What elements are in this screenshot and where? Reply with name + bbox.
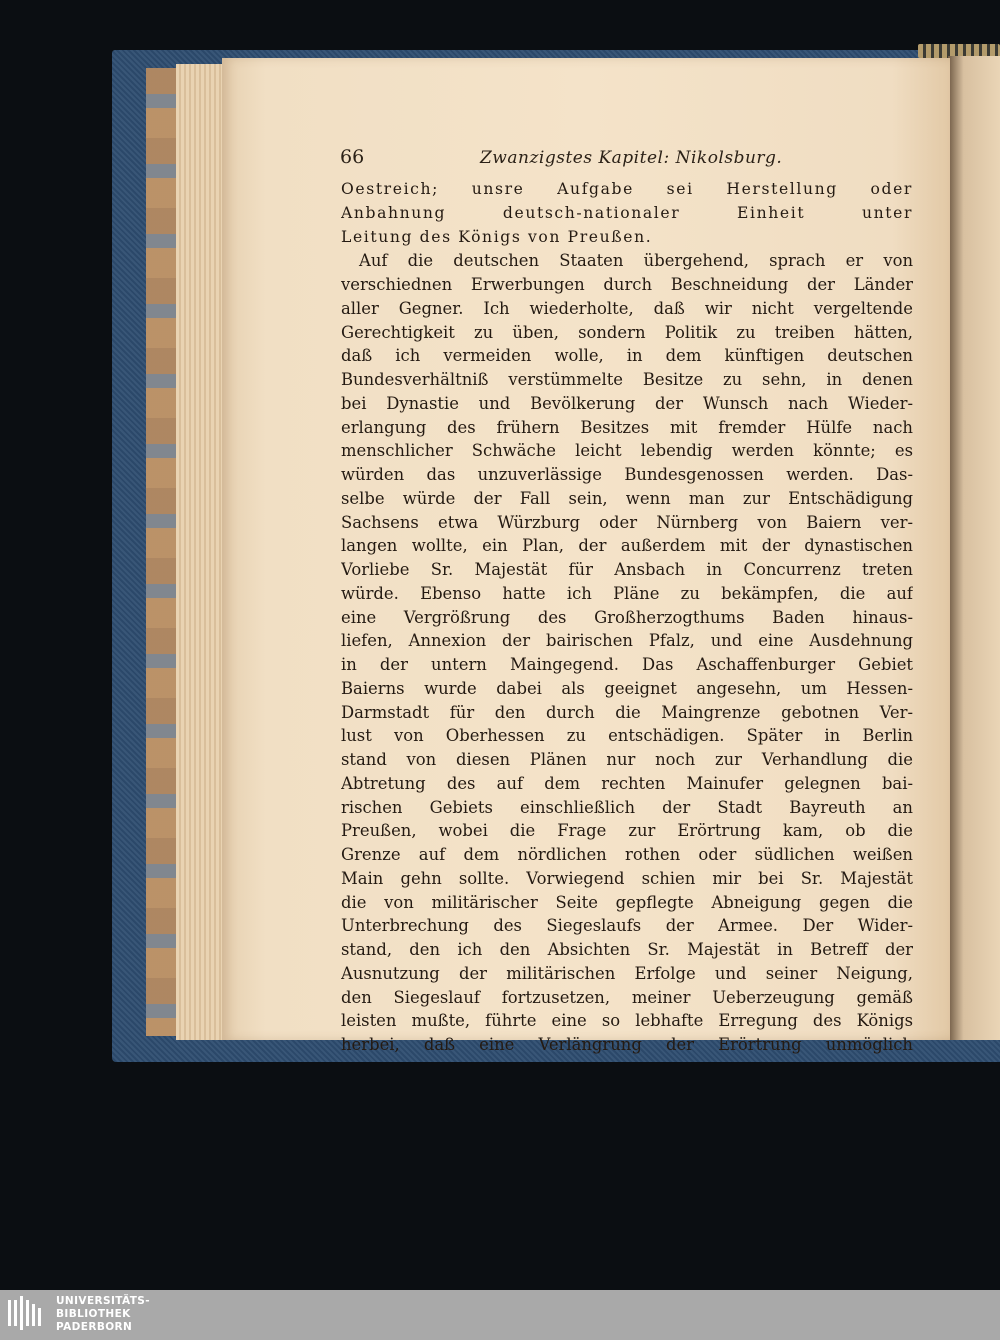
text-line: menschlicher Schwäche leicht lebendig werden könnte; es [341,441,913,461]
text-line: Unterbrechung des Siegeslaufs der Armee. Der Wider- [341,916,913,936]
page-header [340,146,912,170]
body-text [341,178,913,1057]
text-line: leisten mußte, führte eine so lebhafte Erregung des Königs [341,1011,913,1031]
text-line: würde. Ebenso hatte ich Pläne zu bekämpfen, die auf [341,583,913,603]
library-logo-icon [6,1294,50,1334]
text-line: daß ich vermeiden wolle, in dem künftigen deutschen [341,346,913,366]
text-line: verschiednen Erwerbungen durch Beschneidung der Länder [341,275,913,294]
library-name-line: BIBLIOTHEK [56,1308,131,1320]
text-line: Abtretung des auf dem rechten Mainufer gelegnen bai- [341,773,913,793]
library-footer [0,1290,1000,1340]
text-line: liefen, Annexion der bairischen Pfalz, und eine Ausdehnung [341,631,913,651]
text-line: den Siegeslauf fortzusetzen, meiner Ueberzeugung gemäß [341,987,913,1007]
text-line: in der untern Maingegend. Das Aschaffenburger Gebiet [341,655,913,674]
text-line: Auf die deutschen Staaten übergehend, sprach er von [359,251,913,271]
text-line: rischen Gebiets einschließlich der Stadt Bayreuth an [341,797,913,817]
library-name-line: UNIVERSITÄTS- [56,1295,151,1307]
text-line: Preußen, wobei die Frage zur Erörtrung kam, ob die [341,821,913,841]
text-line: Main gehn sollte. Vorwiegend schien mir bei Sr. Majestät [341,868,913,888]
text-line: eine Vergrößrung des Großherzogthums Baden hinaus- [341,607,913,627]
text-line: Oestreich; unsre Aufgabe sei Herstellung oder [341,180,913,198]
page-number: 66 [340,146,365,168]
text-line: Leitung des Königs von Preußen. [341,227,653,246]
text-line: Grenze auf dem nördlichen rothen oder südlichen weißen [341,845,913,864]
text-line: stand, den ich den Absichten Sr. Majestät in Betreff der [341,940,913,959]
library-name-line: PADERBORN [56,1321,133,1333]
text-line: stand von diesen Plänen nur noch zur Verhandlung die [341,750,913,769]
text-line: aller Gegner. Ich wiederholte, daß wir nicht vergeltende [341,298,913,318]
text-line: Bundesverhältniß verstümmelte Besitze zu sehn, in denen [341,370,913,389]
text-line: Sachsens etwa Würzburg oder Nürnberg von Baiern ver- [341,512,913,532]
facing-page-edge [948,56,1000,1040]
text-line: Gerechtigkeit zu üben, sondern Politik zu treiben hätten, [341,322,913,342]
text-line: Anbahnung deutsch-nationaler Einheit unter [341,203,913,222]
text-line: Darmstadt für den durch die Maingrenze gebotnen Ver- [341,702,913,722]
text-line: langen wollte, ein Plan, der außerdem mit der dynastischen [341,536,913,556]
text-line: selbe würde der Fall sein, wenn man zur Entschädigung [341,488,913,508]
text-line: würden das unzuverlässige Bundesgenossen werden. Das- [341,465,913,484]
library-name [56,1295,150,1334]
text-line: erlangung des frühern Besitzes mit fremder Hülfe nach [341,417,913,437]
text-line: Baierns wurde dabei als geeignet angesehn, um Hessen- [341,678,913,698]
text-line: bei Dynastie und Bevölkerung der Wunsch nach Wieder- [341,393,913,413]
text-line: herbei, daß eine Verlängrung der Erörtrung unmöglich [341,1035,913,1054]
text-line: lust von Oberhessen zu entschädigen. Später in Berlin [341,726,913,746]
text-line: Ausnutzung der militärischen Erfolge und seiner Neigung, [341,963,913,983]
text-line: die von militärischer Seite gepflegte Abneigung gegen die [341,892,913,912]
running-head: Zwanzigstes Kapitel: Nikolsburg. [480,148,783,168]
text-line: Vorliebe Sr. Majestät für Ansbach in Concurrenz treten [341,560,913,579]
